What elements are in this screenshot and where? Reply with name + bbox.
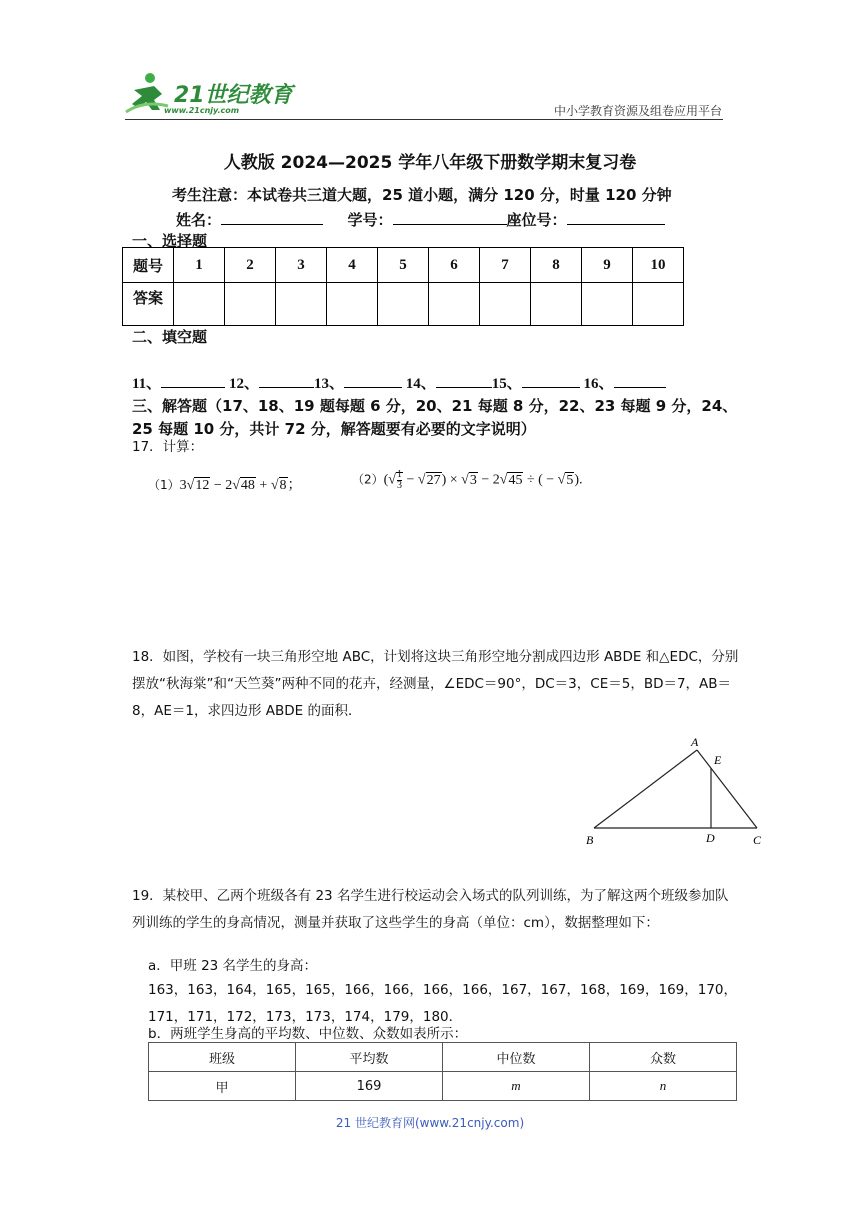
platform-tagline: 中小学教育资源及组卷应用平台 [553,104,722,118]
answer-cell[interactable] [480,283,531,326]
fill-label: 12、 [228,376,259,392]
section-choice-title: 一、选择题 [132,232,208,250]
answer-header: 答案 [123,283,174,326]
answer-cell[interactable] [174,283,225,326]
answer-cell[interactable] [327,283,378,326]
table-header: 平均数 [296,1043,443,1072]
median-var: m [511,1078,521,1093]
table-cell: 甲 [149,1072,296,1101]
fill-blank[interactable] [614,373,666,388]
question-number: 2 [225,248,276,283]
question-number: 10 [633,248,684,283]
footer-link[interactable]: 21 世纪教育网(www.21cnjy.com) [335,1116,525,1130]
q19-b-label: b．两班学生身高的平均数、中位数、众数如表所示： [148,1026,468,1042]
table-header: 中位数 [443,1043,590,1072]
name-label: 姓名： [176,211,222,229]
table-cell: 169 [296,1072,443,1101]
table-cell [443,1072,590,1101]
site-logo [124,70,294,120]
point-label: A [691,735,699,749]
stats-table [148,1042,737,1101]
question-number: 3 [276,248,327,283]
section-answer-title: 三、解答题（17、18、19 题每题 6 分，20、21 每题 8 分，22、23 每题 9 分，24、25 每题 10 分，共计 72 分，解答题要有必要的文字说明） [132,397,738,438]
exam-title: 人教版 2024—2025 学年八年级下册数学期末复习卷 [223,153,637,173]
answer-cell[interactable] [633,283,684,326]
question-number: 5 [378,248,429,283]
answer-cell[interactable] [225,283,276,326]
fill-blank[interactable] [161,373,225,388]
fill-label: 16、 [583,376,614,392]
fill-blanks [132,372,666,393]
point-label: C [753,833,762,847]
fill-label: 15、 [491,376,522,392]
logo-text: 21世纪教育 [174,83,293,108]
q17-part1: （1）3√12 − 2√48 + √8； [148,478,302,493]
question-number: 7 [480,248,531,283]
logo-url: www.21cnjy.com [164,106,240,115]
id-label: 学号： [347,211,393,229]
q18-text: 18．如图，学校有一块三角形空地 ABC，计划将这块三角形空地分割成四边形 ABDE 和△EDC，分别摆放“秋海棠”和“天竺葵”两种不同的花卉，经测量，∠EDC＝90°，DC＝3，CE＝5，BD＝7，AB＝8，AE＝1，求四边形 ABDE 的面积． [132,649,739,719]
section-fill-title: 二、填空题 [132,328,208,346]
question-number: 1 [174,248,225,283]
fill-label: 14、 [405,376,436,392]
table-header: 众数 [590,1043,737,1072]
table-header: 班级 [149,1043,296,1072]
table-row [149,1072,737,1101]
fill-blank[interactable] [344,373,402,388]
answer-cell[interactable] [276,283,327,326]
question-number: 4 [327,248,378,283]
fill-blank[interactable] [436,373,492,388]
question-number: 9 [582,248,633,283]
runner-icon [126,73,168,112]
answer-cell[interactable] [429,283,480,326]
side-ac [697,750,757,828]
exam-notice: 考生注意：本试卷共三道大题，25 道小题，满分 120 分，时量 120 分钟 [172,186,672,204]
fill-blank[interactable] [522,373,580,388]
mode-var: n [659,1078,667,1093]
point-label: E [714,753,722,767]
triangle-figure [580,732,770,852]
answer-cell[interactable] [378,283,429,326]
header-divider [125,119,723,120]
q17-part2: （2）(√ $\frac{1}{3}$ − √27) × √3 − 2√45 ÷ ( − √5). [352,469,583,491]
table-cell [590,1072,737,1101]
question-number-row [123,248,684,283]
name-blank[interactable] [221,210,323,225]
q17-label: 17．计算： [132,439,204,455]
answer-row [123,283,684,326]
question-number: 8 [531,248,582,283]
side-ab [594,750,697,828]
row-header: 题号 [123,248,174,283]
question-number: 6 [429,248,480,283]
answer-cell[interactable] [531,283,582,326]
answer-cell[interactable] [582,283,633,326]
q19-text: 19．某校甲、乙两个班级各有 23 名学生进行校运动会入场式的队列训练，为了解这两个班级参加队列训练的学生的身高情况，测量并获取了这些学生的身高（单位：cm），数据整理如下： [132,888,729,931]
id-blank[interactable] [393,210,507,225]
table-header-row [149,1043,737,1072]
answer-table [122,247,684,326]
point-label: B [586,833,594,847]
fill-label: 13、 [313,376,344,392]
seat-label: 座位号： [506,211,567,229]
point-label: D [706,831,715,845]
seat-blank[interactable] [567,210,665,225]
fill-label: 11、 [132,376,162,392]
q19-a-label: a．甲班 23 名学生的身高： [148,958,318,974]
q19-a-data: 163，163，164，165，165，166，166，166，166，167，167，168，169，169，170，171，171，172，173，173，174，179，180． [148,982,738,1025]
fill-blank[interactable] [259,373,314,388]
student-info [176,209,665,230]
